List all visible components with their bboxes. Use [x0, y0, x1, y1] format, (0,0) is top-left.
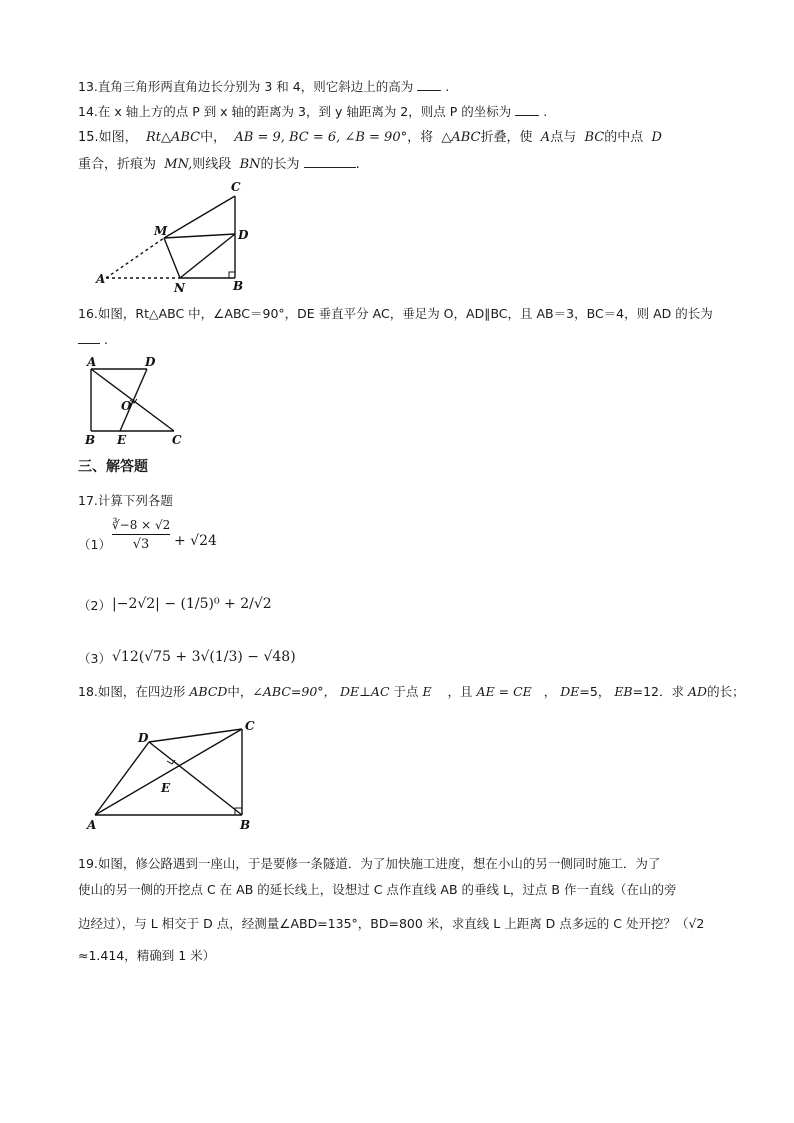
q14-end: .	[543, 104, 548, 119]
fig18-side-ad	[95, 742, 149, 815]
q18-point-e: E	[422, 684, 432, 699]
question-15-line-1	[78, 129, 662, 147]
fig15-right-angle-mark	[229, 272, 235, 278]
fig15-dashed-am	[106, 238, 164, 278]
q18-perpendicular: DE⊥AC	[340, 684, 390, 699]
figure-18	[80, 712, 270, 834]
figure-15	[88, 178, 268, 293]
fig16-label-c: C	[172, 433, 182, 447]
fig18-side-dc	[149, 729, 242, 742]
q16-text: 16.如图，Rt△ABC 中，∠ABC＝90°，DE 垂直平分 AC，垂足为 O，AD∥BC，且 AB＝3，BC＝4，则 AD 的长为	[78, 306, 713, 321]
q17-item-1-number: （1）	[78, 537, 111, 552]
q15-conditions: AB = 9, BC = 6, ∠B = 90°	[234, 130, 408, 145]
fig15-label-d: D	[238, 228, 249, 242]
q17-expr1-tail: + √24	[174, 533, 217, 549]
q16-end: .	[103, 332, 108, 347]
q18-text-4: ，且	[447, 684, 473, 699]
q17-title: 17.计算下列各题	[78, 493, 173, 508]
q15-end: .	[355, 157, 360, 172]
q15-text-3: ，将	[407, 130, 434, 145]
q15-text-9: 的长为	[260, 157, 300, 172]
q15-text-7: 重合，折痕为	[78, 157, 157, 172]
q17-expression-1	[112, 518, 232, 568]
q15-text-4: 折叠，使	[480, 130, 533, 145]
q17-item-3-number: （3）	[78, 651, 111, 666]
q13-answer-blank[interactable]	[417, 78, 441, 91]
q18-text-2: 中，	[227, 684, 253, 699]
fig16-label-o: O	[121, 399, 132, 413]
fig15-label-a: A	[96, 272, 106, 286]
q18-de: DE	[560, 684, 580, 699]
q18-text-end: 的长；	[707, 684, 745, 699]
q15-rt-triangle: Rt△ABC	[145, 130, 201, 145]
question-14	[78, 103, 547, 121]
q17-expr1-denominator: √3	[132, 537, 150, 552]
q17-expression-2: |−2√2| − (1/5)⁰ + 2/√2	[112, 596, 272, 612]
q18-text-1: 18.如图，在四边形	[78, 684, 186, 699]
q15-text-6: 的中点	[604, 130, 644, 145]
fig15-label-b: B	[233, 279, 244, 293]
q18-text-5: ，	[543, 684, 557, 699]
q18-de-value: =5，	[579, 684, 611, 699]
fig15-crease-mn	[164, 238, 180, 278]
fig15-segment-nd	[180, 234, 235, 278]
fig15-label-c: C	[231, 180, 241, 194]
q14-text: 14.在 x 轴上方的点 P 到 x 轴的距离为 3，到 y 轴距离为 2，则点 P 的坐标为	[78, 104, 512, 119]
fig18-segment-db	[149, 742, 242, 815]
fig15-segment-md	[164, 234, 235, 238]
question-16-line-2	[78, 331, 108, 349]
q17-expr1-numerator: ∛−8 × √2	[112, 518, 171, 532]
q15-text-5: 点与	[550, 130, 577, 145]
fig15-label-m: M	[154, 224, 168, 238]
question-19-line-1: 19.如图，修公路遇到一座山，于是要修一条隧道．为了加快施工进度，想在小山的另一侧同时施工．为了	[78, 856, 661, 871]
q18-quadrilateral: ABCD	[189, 684, 228, 699]
question-19-line-2: 使山的另一侧的开挖点 C 在 AB 的延长线上，设想过 C 点作直线 AB 的垂线 L，过点 B 作一直线（在山的旁	[78, 882, 677, 897]
fig16-diagonal-ac	[91, 369, 174, 431]
q15-intro: 15.如图，	[78, 130, 138, 145]
fig16-label-d: D	[145, 356, 156, 369]
fig16-label-a: A	[87, 356, 97, 369]
q18-text-3: 于点	[393, 684, 419, 699]
question-15-line-2	[78, 155, 360, 174]
fig16-label-b: B	[85, 433, 96, 447]
fig16-label-e: E	[117, 433, 127, 447]
figure-16	[82, 356, 202, 448]
q18-ae-ce: AE = CE	[476, 684, 532, 699]
q15-crease-mn: MN,	[164, 157, 193, 172]
q17-expr1-fraction	[112, 518, 170, 552]
question-13	[78, 78, 449, 96]
fig18-label-b: B	[240, 818, 251, 832]
q15-segment-bc: BC	[584, 130, 605, 145]
q13-text: 13.直角三角形两直角边长分别为 3 和 4，则它斜边上的高为	[78, 79, 414, 94]
fig15-label-n: N	[174, 281, 185, 293]
q15-segment-bn: BN	[239, 157, 261, 172]
q14-answer-blank[interactable]	[515, 103, 539, 116]
q16-answer-blank[interactable]	[78, 331, 100, 344]
fig18-label-c: C	[245, 719, 255, 733]
question-18	[78, 683, 745, 701]
q15-answer-blank[interactable]	[304, 155, 356, 168]
question-19-line-4: ≈1.414，精确到 1 米）	[78, 948, 216, 963]
q15-triangle: △ABC	[441, 130, 481, 145]
q13-end: .	[445, 79, 450, 94]
q17-item-2-number: （2）	[78, 598, 111, 613]
q15-point-d: D	[651, 130, 662, 145]
q17-expression-3: √12(√75 + 3√(1/3) − √48)	[112, 649, 296, 665]
question-16-line-1	[78, 305, 713, 323]
fig18-label-e: E	[161, 781, 171, 795]
fig18-label-d: D	[138, 731, 149, 745]
section-3-heading: 三、解答题	[78, 459, 148, 475]
fig18-diagonal-ac	[95, 729, 242, 815]
fig18-label-a: A	[87, 818, 97, 832]
q15-point-a: A	[540, 130, 551, 145]
q15-text-2: 中，	[200, 130, 227, 145]
q18-angle: ∠ABC=90°，	[252, 684, 337, 699]
q18-eb: EB	[614, 684, 633, 699]
fig15-side-cm	[164, 196, 235, 238]
question-19-line-3: 边经过），与 L 相交于 D 点，经测量∠ABD=135°，BD=800 米，求直线 L 上距离 D 点多远的 C 处开挖？（√2	[78, 916, 705, 931]
q15-text-8: 则线段	[192, 157, 232, 172]
q18-eb-value: =12．求	[632, 684, 685, 699]
q17-expr1-fraction-bar	[112, 534, 170, 535]
q18-ad: AD	[688, 684, 708, 699]
